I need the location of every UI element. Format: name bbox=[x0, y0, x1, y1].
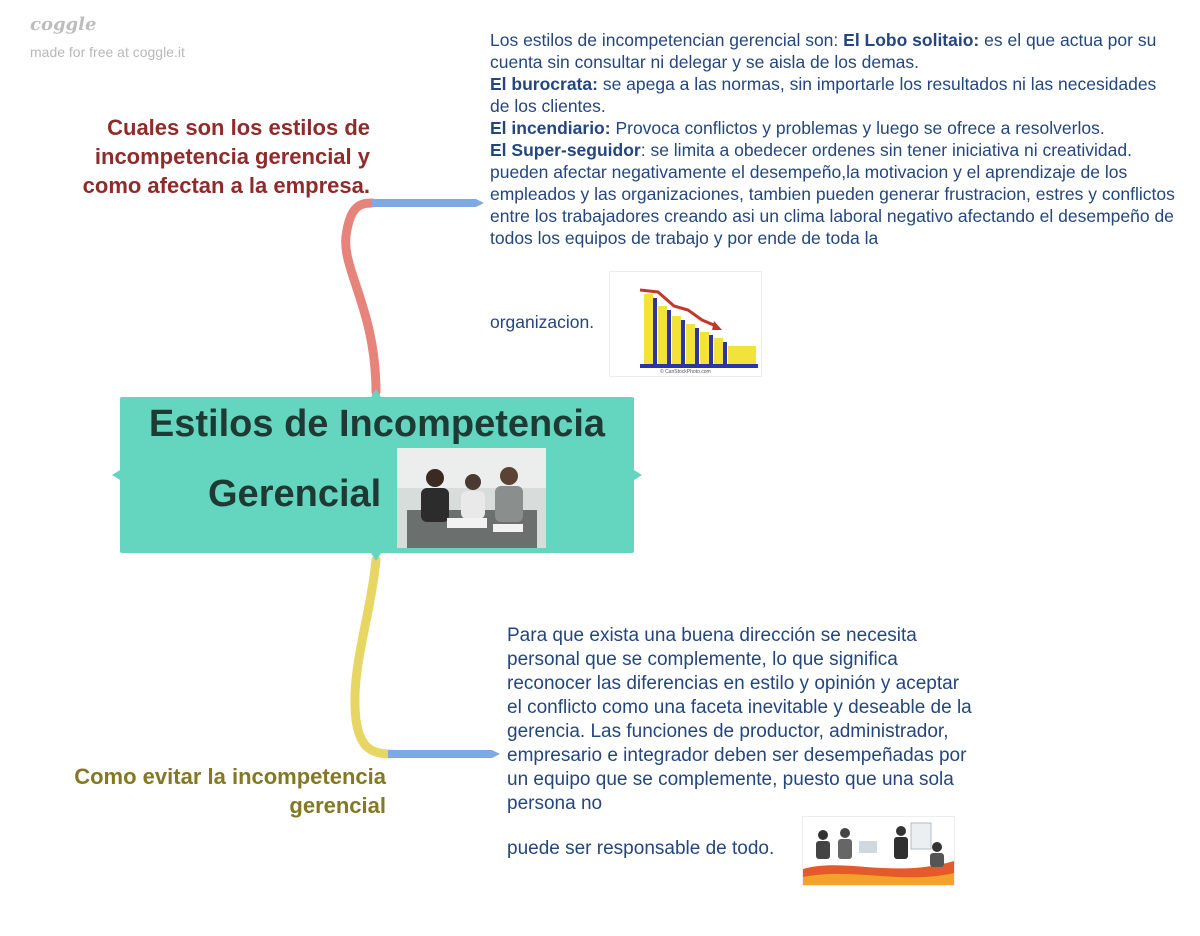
style-term-burocrata: El burocrata: bbox=[490, 74, 598, 94]
branch-connector-upper bbox=[372, 199, 484, 207]
branch-curve-lower bbox=[355, 560, 390, 754]
handle-left bbox=[112, 470, 120, 480]
style-desc-lobo: es el que actua por su cuenta sin consultar ni delegar y se aisla de los demas. bbox=[490, 30, 1157, 72]
style-term-incendiario: El incendiario: bbox=[490, 118, 611, 138]
central-title-line1: Estilos de Incompetencia bbox=[148, 403, 606, 445]
coggle-logo: coggle bbox=[30, 14, 97, 35]
note-como-evitar: Para que exista una buena dirección se necesita personal que se complemente, lo que significa reconocer las diferencias en estilo y opinión y aceptar el conflicto como una faceta inevitable y deseable de la gerencia. Las funciones de productor, administrador, empresario e integrador deben ser desempeñadas por un equipo que se complemente, puesto que una sola persona no bbox=[507, 625, 972, 814]
style-term-super-seguidor: El Super-seguidor bbox=[490, 140, 641, 160]
central-node[interactable] bbox=[120, 397, 634, 553]
meeting-photo bbox=[397, 448, 546, 548]
note-como-evitar-final-line: puede ser responsable de todo. bbox=[507, 838, 775, 859]
branch-label-como-evitar[interactable]: Como evitar la incompetencia gerencial bbox=[74, 764, 386, 818]
style-term-lobo: El Lobo solitaio: bbox=[843, 30, 980, 50]
note-effects: pueden afectar negativamente el desempeño,la motivacion y el aprendizaje de los empleados y las organizaciones, tambien pueden generar frustracion, estres y conflictos entre los trabajadores creando asi un clima laboral negativo afectando el desempeño de todos los equipos de trabajo y por ende de toda la bbox=[490, 162, 1175, 248]
chart-image-watermark: © CanStockPhoto.com bbox=[660, 369, 711, 375]
handle-right bbox=[634, 470, 642, 480]
team-meeting-image bbox=[802, 816, 955, 886]
branch-connector-lower bbox=[388, 750, 500, 758]
branch-label-estilos[interactable]: Cuales son los estilos de incompetencia gerencial y como afectan a la empresa. bbox=[82, 115, 370, 198]
note-estilos bbox=[490, 29, 1180, 249]
branch-curve-upper bbox=[346, 203, 376, 392]
style-desc-super-seguidor: : se limita a obedecer ordenes sin tener iniciativa ni creatividad. bbox=[640, 140, 1132, 160]
note-estilos-final-word: organizacion. bbox=[490, 312, 595, 332]
central-title-line2: Gerencial bbox=[208, 473, 382, 515]
made-with-coggle-tagline: made for free at coggle.it bbox=[30, 44, 185, 60]
declining-bar-chart-image bbox=[609, 271, 762, 377]
style-desc-incendiario: Provoca conflictos y problemas y luego se ofrece a resolverlos. bbox=[610, 118, 1105, 138]
note-intro: Los estilos de incompetencian gerencial son: bbox=[490, 30, 844, 50]
style-desc-burocrata: se apega a las normas, sin importarle los resultados ni las necesidades de los clientes. bbox=[490, 74, 1157, 116]
